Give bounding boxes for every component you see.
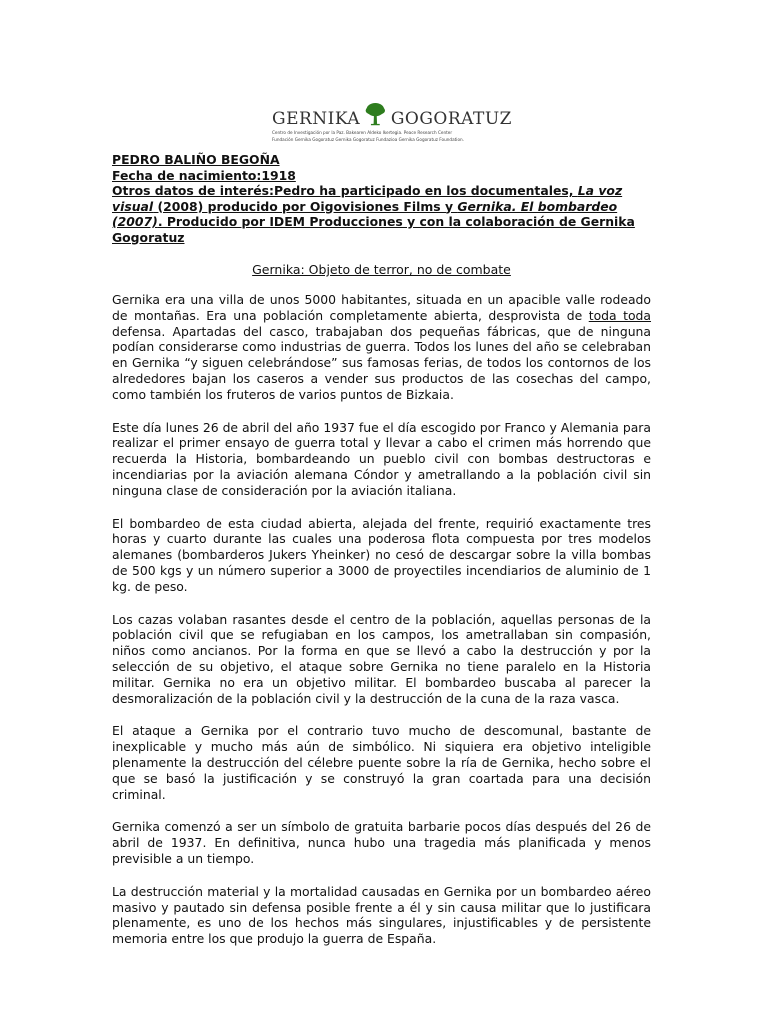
document-header (112, 152, 657, 245)
paragraph-7: La destrucción material y la mortalidad causadas en Gernika por un bombardeo aéreo masivo y pautado sin defensa posible frente a él y sin causa militar que lo justificara plenamente, es uno de los hechos más singulares, injustificables y de persistente memoria entre los que produjo la guerra de España. (112, 883, 651, 947)
other-info-c: . Producido por IDEM Producciones y con la colaboración de Gernika Gogoratuz (112, 214, 635, 245)
other-info-b: (2008) producido por Oigovisiones Films y (153, 198, 458, 214)
other-info (112, 183, 657, 245)
paragraph-1: Gernika era una villa de unos 5000 habitantes, situada en un apacible valle rodeado de montañas. Era una población completamente abierta, desprovista de toda toda defensa. Apartadas del casco, trabajaban dos pequeñas fábricas, que de ninguna podían considerarse como industrias de guerra. Todos los lunes del año se celebraban en Gernika “y siguen celebrándose” sus famosas ferias, de todos los contornos de los alrededores bajan los caseros a vender sus productos de las cosechas del campo, como también los fruteros de varios puntos de Bizkaia. (112, 292, 652, 402)
birth-date: Fecha de nacimiento:1918 (112, 167, 296, 183)
gernika-gogoratuz-logo (272, 100, 512, 143)
tree-icon (363, 100, 388, 128)
logo-word-left: GERNIKA (272, 109, 361, 129)
paragraph-4: Los cazas volaban rasantes desde el centro de la población, aquellas personas de la población civil que se refugiaban en los campos, los ametrallaban sin compasión, niños como ancianos. Por la forma en que se llevó a cabo la destrucción y por la selección de su objetivo, el ataque sobre Gernika no tiene paralelo en la Historia militar. Gernika no era un objetivo militar. El bombardeo buscaba al parecer la desmoralización de la población civil y la destrucción de la cuna de la raza vasca. (112, 611, 651, 706)
paragraph-3: El bombardeo de esta ciudad abierta, alejada del frente, requirió exactamente tres horas y cuarto durante las cuales una poderosa flota compuesta por tres modelos alemanes (bombarderos Jukers Yheinker) no cesó de descargar sobre la villa bombas de 500 kgs y un número superior a 3000 de proyectiles incendiarios de aluminio de 1 kg. de peso. (112, 515, 651, 594)
paragraph-5: El ataque a Gernika por el contrario tuvo mucho de descomunal, bastante de inexplicable y mucho más aún de simbólico. Ni siquiera era objetivo inteligible plenamente la destrucción del célebre puente sobre la ría de Gernika, hecho sobre el que se basó la justificación y se construyó la gran coartada para una decisión criminal. (112, 723, 651, 802)
document-body (112, 292, 651, 964)
film-title-2: Gernika. El bombardeo (2007) (112, 198, 618, 229)
underlined-text: toda toda (588, 307, 652, 323)
section-title: Gernika: Objeto de terror, no de combate (252, 262, 511, 277)
logo-row (272, 100, 512, 128)
other-info-a: Otros datos de interés:Pedro ha participado en los documentales, (112, 183, 578, 198)
paragraph-2: Este día lunes 26 de abril del año 1937 fue el día escogido por Franco y Alemania para realizar el primer ensayo de guerra total y llevar a cabo el crimen más horrendo que recuerda la Historia, bombardeando un pueblo civil con bombas destructoras e incendiarias por la aviación alemana Cóndor y ametrallando a la población civil sin ninguna clase de consideración por la aviación italiana. (112, 419, 651, 498)
logo-subline-1: Centro de Investigación por la Paz. Bakearen Aldeko Ikertegia. Peace Research Center (272, 130, 453, 135)
logo-subline-2: Fundación Gernika Gogoratuz Gernika Gogoratuz Fundazioa Gernika Gogoratuz Foundation. (272, 137, 464, 143)
logo-word-right: GOGORATUZ (390, 109, 512, 129)
person-name: PEDRO BALIÑO BEGOÑA (112, 152, 280, 167)
paragraph-6: Gernika comenzó a ser un símbolo de gratuita barbarie pocos días después del 26 de abril de 1937. En definitiva, nunca hubo una tragedia más planificada y menos previsible a un tiempo. (112, 819, 651, 866)
film-title-1: La voz visual (112, 183, 623, 214)
